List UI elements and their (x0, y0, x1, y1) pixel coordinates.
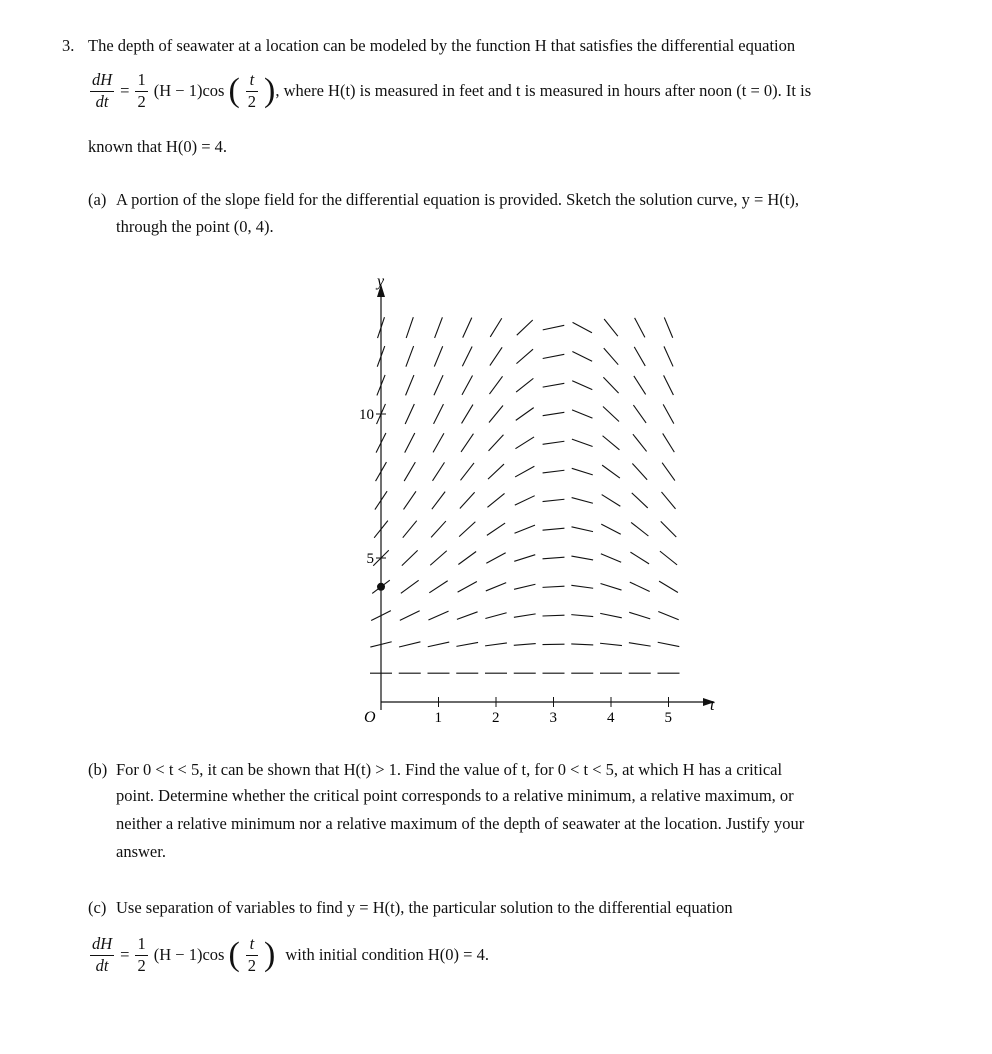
slope-segment (403, 521, 417, 538)
part-a-line2: through the point (0, 4). (116, 217, 274, 236)
slope-segment (487, 493, 504, 507)
slope-segment (573, 322, 592, 332)
half-numerator-c: 1 (135, 936, 147, 956)
slope-segment (604, 319, 618, 336)
slope-segment (460, 492, 475, 508)
t-over-2-fraction (246, 72, 258, 110)
slope-segment (433, 433, 444, 452)
equals-sign: = (120, 81, 130, 100)
slope-segment (630, 582, 650, 591)
origin-label: O (364, 709, 376, 726)
slope-segment (514, 584, 535, 589)
slope-segment (571, 644, 593, 645)
slope-segment (543, 615, 565, 616)
half-fraction (135, 72, 147, 110)
y-tick-label: 5 (366, 551, 374, 567)
slope-segment (434, 375, 443, 395)
t-axis-label: t (710, 697, 715, 714)
slope-segment (661, 521, 677, 537)
slope-segment (635, 318, 645, 337)
two-denominator-c: 2 (247, 955, 257, 975)
slope-field-chart (330, 270, 730, 740)
slope-segment (404, 491, 416, 509)
part-b-label: (b) (88, 760, 108, 779)
part-a-line1: A portion of the slope field for the differential equation is provided. Sketch the solution curve, y = H(t), (116, 190, 800, 209)
slope-segment (459, 522, 475, 537)
slope-segment (630, 552, 649, 564)
slope-segment (662, 463, 675, 481)
slope-segment (489, 376, 502, 394)
slope-segment (401, 580, 419, 593)
slope-segment (405, 404, 414, 424)
slope-segment (430, 551, 447, 566)
slope-segment (402, 550, 418, 565)
left-paren: ( (228, 72, 240, 109)
half-denominator: 2 (137, 91, 146, 111)
slope-segment (428, 642, 449, 647)
right-paren-c: ) (264, 936, 276, 973)
t-numerator-c: t (246, 936, 258, 956)
slope-segment (660, 551, 677, 565)
slope-segment (664, 346, 673, 366)
problem-intro-line3: known that H(0) = 4. (88, 137, 227, 156)
slope-segment (515, 525, 535, 533)
slope-segment (543, 325, 565, 330)
slope-segment (400, 611, 420, 621)
part-c-label: (c) (88, 898, 107, 917)
slope-segment (429, 581, 447, 593)
slope-segment (602, 465, 620, 478)
slope-segment (633, 405, 646, 423)
initial-point-marker (377, 583, 385, 591)
slope-segment (543, 412, 565, 415)
left-paren-c: ( (228, 936, 240, 973)
slope-segment (462, 405, 473, 424)
slope-segment (489, 435, 504, 451)
slope-segment (658, 612, 678, 620)
slope-segment (434, 404, 444, 424)
equation-body: (H − 1)cos (153, 81, 225, 100)
slope-segment (663, 433, 675, 452)
slope-segment (490, 347, 502, 365)
slope-segment (406, 317, 413, 338)
slope-segment (514, 614, 536, 617)
problem-intro-line1: The depth of seawater at a location can be modeled by the function H that satisfies the differential equation (88, 36, 796, 55)
slope-segment (543, 383, 565, 387)
slope-segment (406, 375, 414, 395)
slope-segment (543, 441, 565, 444)
dt-denominator-c: dt (95, 955, 109, 975)
dh-dt-fraction-c (90, 936, 114, 974)
part-b-line1: For 0 < t < 5, it can be shown that H(t) > 1. Find the value of t, for 0 < t < 5, at which H has a critical (116, 760, 783, 779)
slope-segment (516, 349, 533, 363)
slope-segment (543, 557, 565, 559)
t-over-2-fraction-c (246, 936, 258, 974)
slope-segment (485, 613, 506, 619)
slope-segment (603, 406, 619, 421)
problem-number: 3. (62, 36, 75, 55)
slope-segment (432, 492, 445, 510)
slope-segment (633, 434, 647, 451)
part-c-equation-after: with initial condition H(0) = 4. (285, 945, 489, 964)
slope-segment (404, 462, 415, 481)
slope-segment (571, 585, 593, 588)
half-denominator-c: 2 (137, 955, 146, 975)
slope-segment (601, 524, 621, 534)
slope-segment (431, 521, 446, 537)
x-tick-label: 2 (492, 710, 500, 726)
dh-numerator: dH (90, 72, 114, 92)
part-c-line1: Use separation of variables to find y = H(t), the particular solution to the differential equation (116, 898, 733, 917)
slope-segment (516, 408, 534, 421)
x-tick-label: 3 (549, 710, 557, 726)
slope-segment (600, 613, 622, 617)
x-tick-label: 5 (664, 710, 672, 726)
slope-segment (460, 463, 474, 480)
part-b-line4: answer. (116, 842, 166, 861)
slope-segment (405, 433, 415, 453)
slope-segment (399, 642, 420, 647)
slope-segment (514, 644, 536, 646)
x-tick-label: 4 (607, 710, 615, 726)
slope-segment (485, 643, 507, 646)
slope-segment (406, 346, 414, 367)
slope-segment (571, 615, 593, 617)
slope-segment (543, 528, 565, 530)
slope-segment (664, 375, 674, 395)
slope-segment (428, 611, 448, 620)
slope-segment (664, 317, 672, 337)
two-denominator: 2 (247, 91, 257, 111)
slope-segment (661, 492, 675, 509)
problem-intro-after-equation: , where H(t) is measured in feet and t is measured in hours after noon (t = 0). It is (275, 81, 812, 100)
slope-segment (601, 554, 621, 562)
differential-equation-line (88, 72, 811, 110)
half-fraction-c (135, 936, 147, 974)
slope-segment (462, 376, 473, 395)
slope-segment (632, 493, 648, 508)
slope-segment (572, 527, 593, 532)
slope-segment (629, 643, 651, 646)
slope-segment (433, 462, 445, 480)
part-b-line2: point. Determine whether the critical point corresponds to a relative minimum, a relative maximum, or (116, 786, 794, 805)
right-paren: ) (264, 72, 276, 109)
slope-segment (456, 642, 478, 646)
slope-segment (572, 410, 592, 418)
slope-segment (601, 584, 622, 591)
slope-segment (458, 552, 476, 565)
slope-segment (543, 586, 565, 587)
slope-segment (629, 612, 650, 619)
slope-segment (490, 318, 502, 337)
slope-segment (457, 612, 478, 620)
slope-segment (632, 463, 647, 479)
slope-segment (463, 318, 472, 338)
slope-segment (515, 466, 534, 477)
slope-segments (370, 317, 680, 673)
slope-segment (514, 555, 535, 562)
dt-denominator: dt (95, 91, 109, 111)
slope-segment (603, 436, 620, 450)
slope-segment (572, 439, 593, 446)
equation-body-c: (H − 1)cos (153, 945, 225, 964)
x-ticks (435, 697, 673, 726)
slope-segment (515, 437, 534, 449)
equals-sign-c: = (120, 945, 130, 964)
slope-segment (462, 347, 472, 367)
slope-segment (435, 317, 443, 338)
slope-segment (600, 643, 622, 645)
dh-dt-fraction (90, 72, 114, 110)
t-numerator: t (246, 72, 258, 92)
slope-segment (659, 581, 678, 592)
slope-segment (663, 404, 674, 423)
slope-segment (489, 406, 503, 423)
slope-segment (602, 495, 621, 507)
x-tick-label: 1 (434, 710, 442, 726)
slope-segment (517, 320, 533, 335)
y-tick-label: 10 (359, 407, 374, 423)
part-c-equation-line (88, 936, 489, 974)
slope-segment (434, 346, 442, 366)
part-b-line3: neither a relative minimum nor a relative maximum of the depth of seawater at the location. Justify your (116, 814, 805, 833)
slope-segment (516, 378, 533, 392)
part-a-label: (a) (88, 190, 107, 209)
slope-segment (572, 352, 592, 362)
slope-segment (634, 347, 645, 366)
slope-segment (572, 381, 592, 390)
slope-segment (658, 642, 680, 646)
slope-segment (486, 553, 505, 563)
dh-numerator-c: dH (90, 936, 114, 956)
slope-segment (458, 582, 477, 593)
slope-segment (543, 470, 565, 473)
slope-segment (487, 523, 505, 535)
slope-segment (604, 348, 618, 365)
slope-segment (631, 522, 648, 536)
slope-segment (571, 556, 593, 560)
slope-segment (634, 376, 646, 395)
slope-segment (543, 499, 565, 501)
slope-segment (515, 496, 535, 505)
slope-segment (461, 434, 473, 452)
slope-segment (572, 498, 593, 504)
slope-segment (543, 354, 565, 358)
half-numerator: 1 (135, 72, 147, 92)
slope-segment (603, 377, 618, 393)
slope-segment (488, 464, 504, 479)
y-axis-label: y (377, 273, 385, 290)
y-ticks (359, 407, 386, 567)
slope-segment (572, 468, 593, 475)
slope-segment (486, 583, 506, 591)
